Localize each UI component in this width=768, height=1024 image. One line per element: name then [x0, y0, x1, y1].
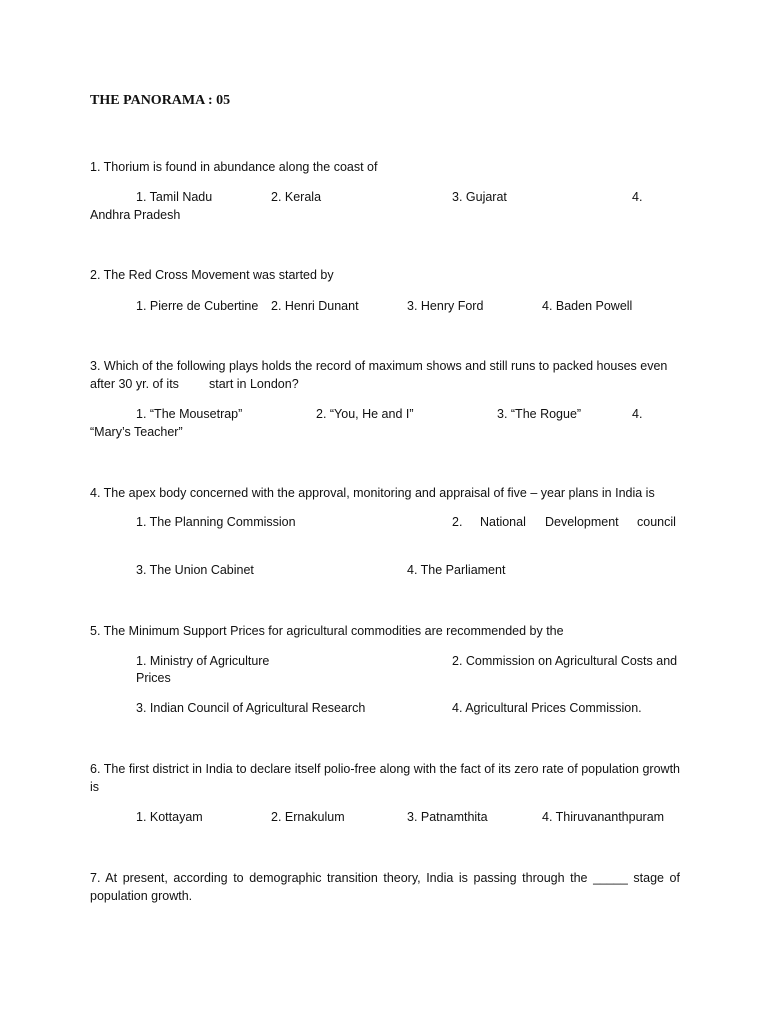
q3-option-3: 3. “The Rogue”	[497, 407, 582, 421]
q4-option-4: 4. The Parliament	[407, 563, 506, 577]
q2-option-4: 4. Baden Powell	[542, 299, 633, 313]
q6-option-1: 1. Kottayam	[136, 810, 203, 824]
q3-option-4: 4.	[632, 407, 643, 421]
question-5: 5. The Minimum Support Prices for agricultural commodities are recommended by the	[90, 624, 564, 638]
q2-option-1: 1. Pierre de Cubertine	[136, 299, 259, 313]
question-6: 6. The first district in India to declare itself polio-free along with the fact of its zero rate of population growth is	[90, 762, 680, 794]
q4-option-3: 3. The Union Cabinet	[136, 563, 254, 577]
q4-option-2-word-1: National	[480, 515, 526, 529]
q5-option-4: 4. Agricultural Prices Commission.	[452, 701, 642, 715]
q5-option-2-continued: Prices	[136, 671, 171, 685]
q6-option-2: 2. Ernakulum	[271, 810, 345, 824]
q5-option-3: 3. Indian Council of Agricultural Research	[136, 701, 366, 715]
q1-option-2: 2. Kerala	[271, 190, 322, 204]
q5-option-1: 1. Ministry of Agriculture	[136, 654, 270, 668]
question-1: 1. Thorium is found in abundance along the coast of	[90, 160, 378, 174]
q1-option-4-text: Andhra Pradesh	[90, 208, 181, 222]
question-2: 2. The Red Cross Movement was started by	[90, 268, 334, 282]
q6-option-4: 4. Thiruvananthpuram	[542, 810, 665, 824]
q4-option-2-word-3: council	[637, 515, 676, 529]
q5-option-2: 2. Commission on Agricultural Costs and	[452, 654, 678, 668]
q2-option-3: 3. Henry Ford	[407, 299, 484, 313]
question-3-line-2b: start in London?	[209, 377, 299, 391]
page-title: THE PANORAMA : 05	[90, 93, 231, 108]
question-7: 7. At present, according to demographic transition theory, India is passing through the _____ stage of population growth.	[90, 871, 680, 903]
question-3-line-2a: after 30 yr. of its	[90, 377, 179, 391]
q4-option-2-number: 2.	[452, 515, 463, 529]
q1-option-3: 3. Gujarat	[452, 190, 507, 204]
q1-option-4: 4.	[632, 190, 643, 204]
q1-option-1: 1. Tamil Nadu	[136, 190, 213, 204]
question-3-line-1: 3. Which of the following plays holds the record of maximum shows and still runs to packed houses even	[90, 359, 668, 373]
q3-option-1: 1. “The Mousetrap”	[136, 407, 243, 421]
q4-option-1: 1. The Planning Commission	[136, 515, 296, 529]
q2-option-2: 2. Henri Dunant	[271, 299, 359, 313]
question-4: 4. The apex body concerned with the approval, monitoring and appraisal of five – year plans in India is	[90, 486, 655, 500]
q4-option-2-word-2: Development	[545, 515, 619, 529]
q6-option-3: 3. Patnamthita	[407, 810, 488, 824]
q3-option-4-text: “Mary’s Teacher”	[90, 425, 183, 439]
q3-option-2: 2. “You, He and I”	[316, 407, 414, 421]
